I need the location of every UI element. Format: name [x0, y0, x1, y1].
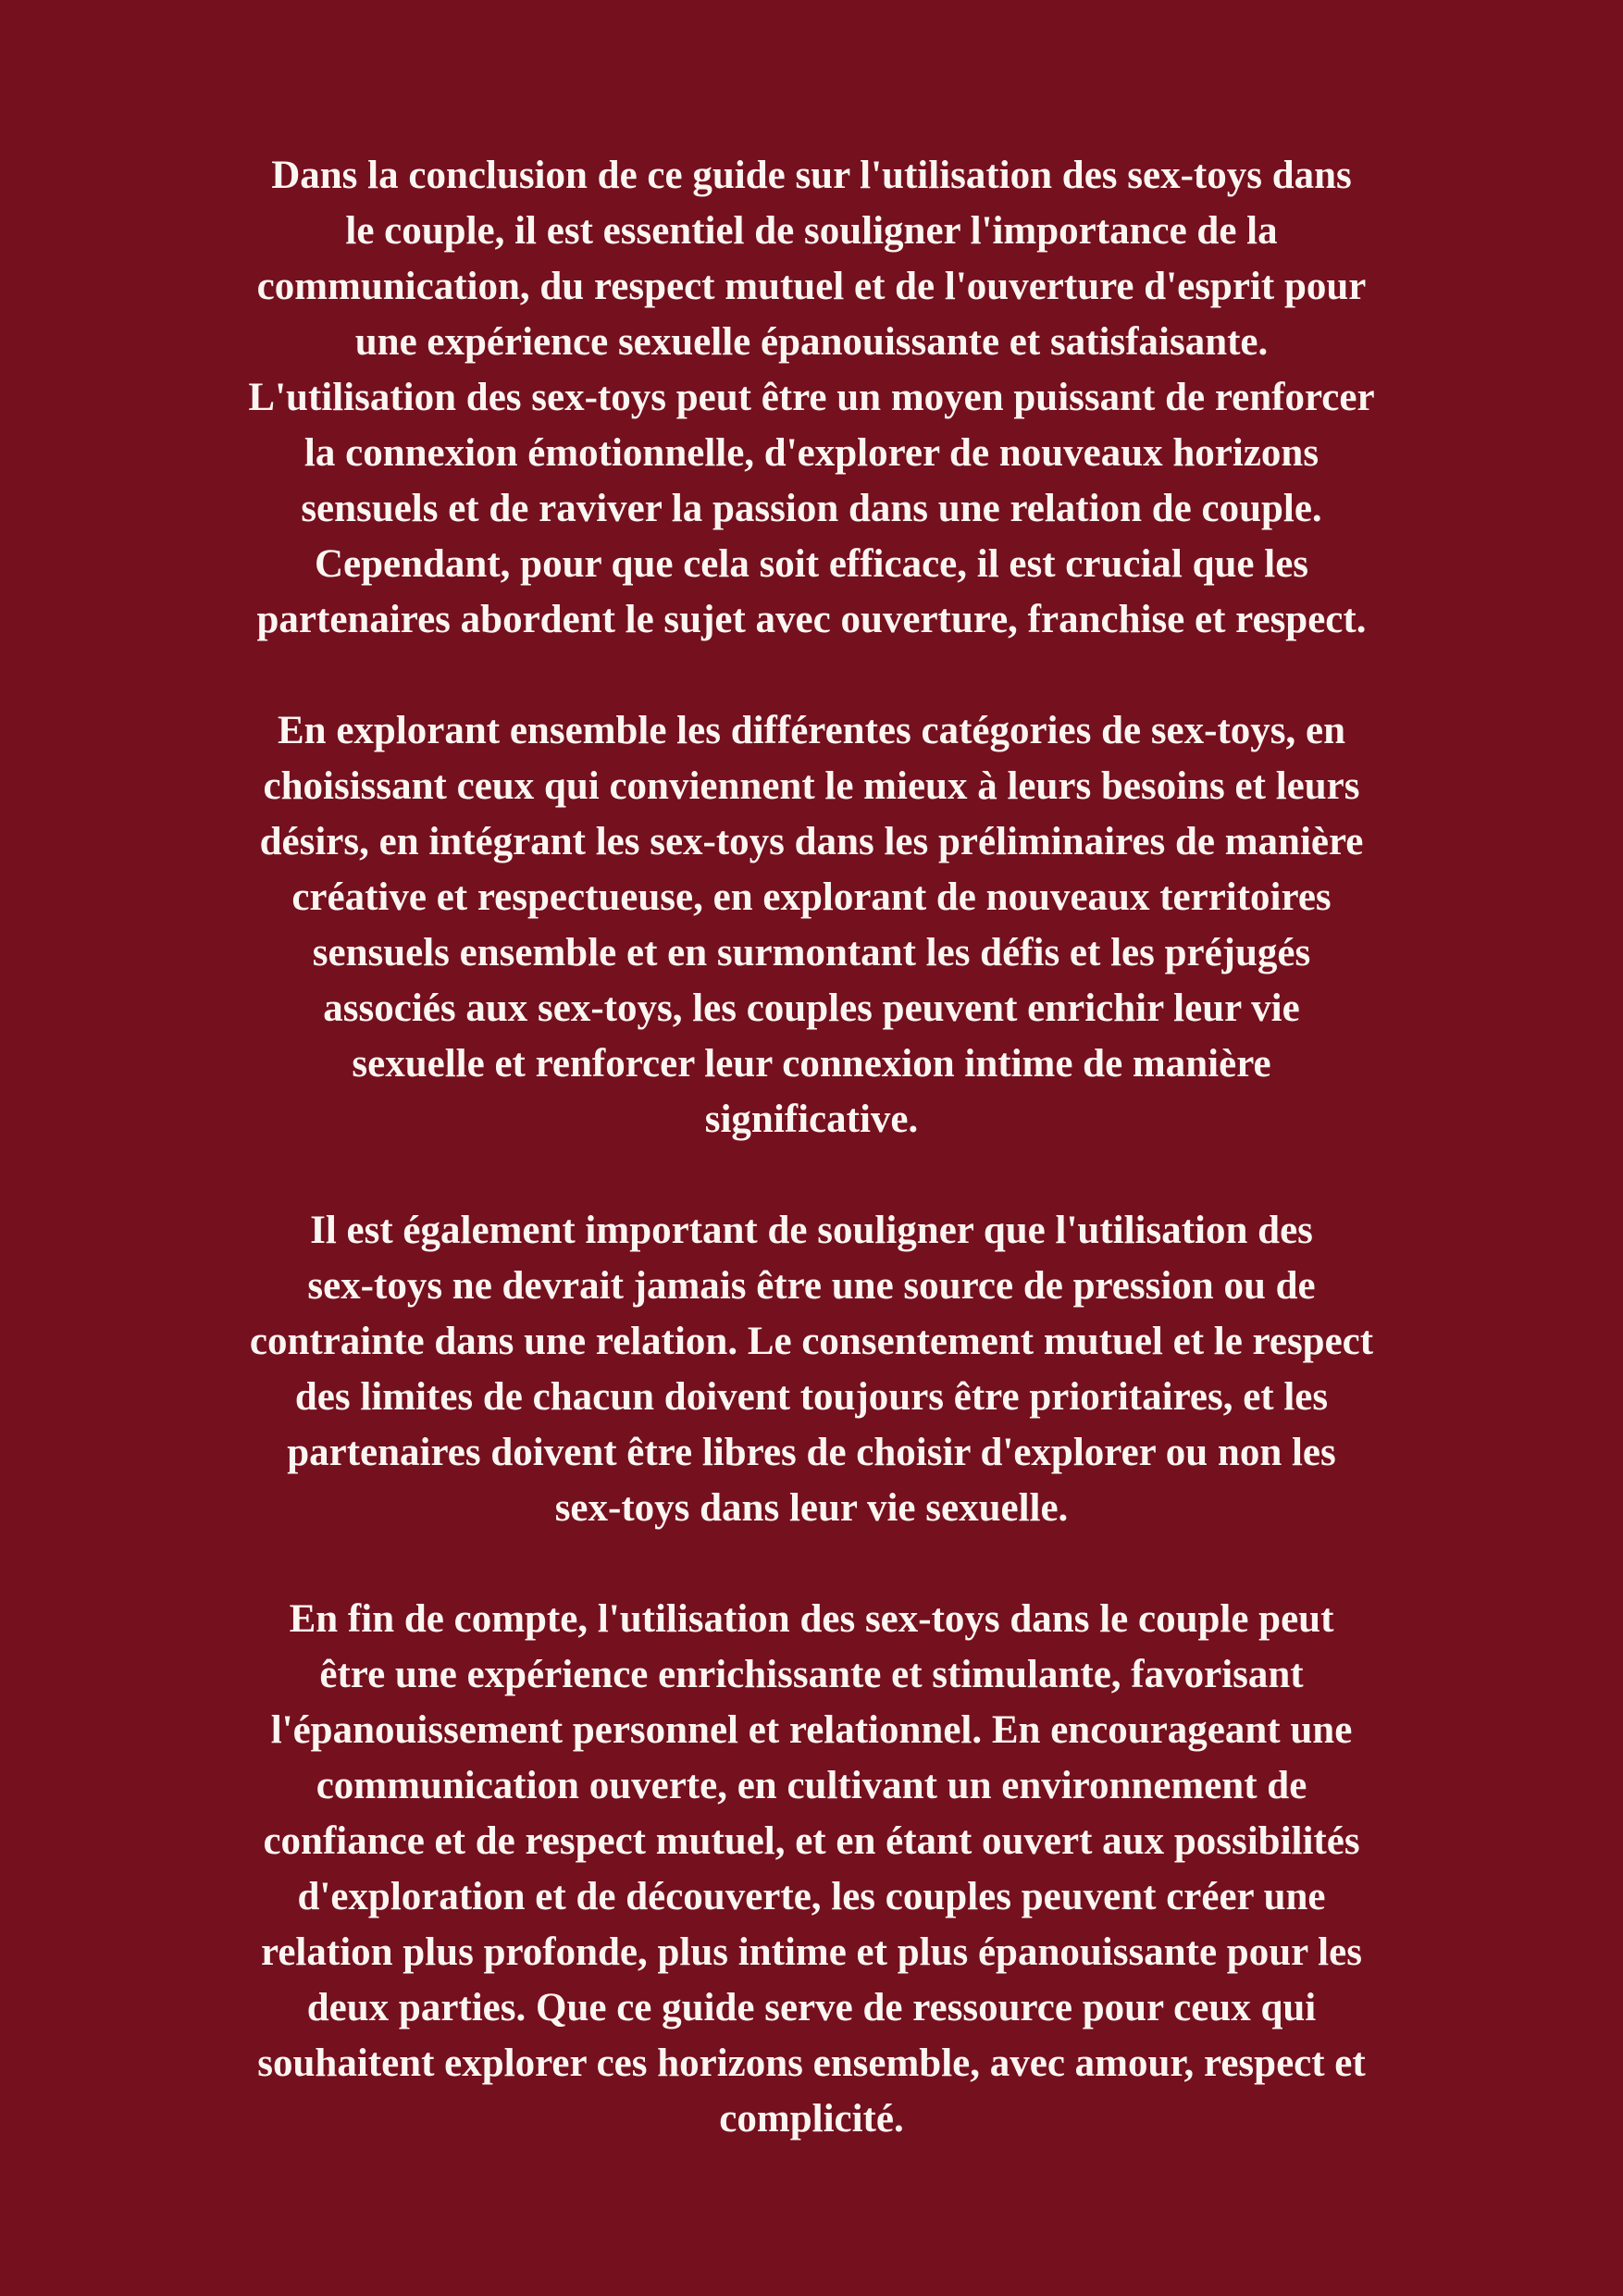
paragraph-line: sex-toys ne devrait jamais être une source de pression ou de [307, 1264, 1316, 1308]
paragraph-line: associés aux sex-toys, les couples peuvent enrichir leur vie [323, 987, 1300, 1030]
paragraph-exploration [130, 703, 1493, 1148]
paragraph-line: complicité. [719, 2097, 904, 2141]
paragraph-line: d'exploration et de découverte, les couples peuvent créer une [297, 1875, 1326, 1918]
paragraph-line: En explorant ensemble les différentes catégories de sex-toys, en [277, 709, 1346, 752]
paragraph-line: choisissant ceux qui conviennent le mieux à leurs besoins et leurs [263, 764, 1360, 808]
paragraph-line: sensuels et de raviver la passion dans une relation de couple. [301, 487, 1322, 530]
paragraph-line: partenaires doivent être libres de choisir d'explorer ou non les [287, 1431, 1336, 1474]
paragraph-line: En fin de compte, l'utilisation des sex-toys dans le couple peut [289, 1597, 1334, 1641]
paragraph-line: communication, du respect mutuel et de l'ouverture d'esprit pour [256, 265, 1367, 308]
paragraph-line: Il est également important de souligner que l'utilisation des [310, 1209, 1313, 1252]
paragraph-line: la connexion émotionnelle, d'explorer de nouveaux horizons [304, 431, 1319, 475]
paragraph-line: souhaitent explorer ces horizons ensemble, avec amour, respect et [257, 2042, 1366, 2085]
paragraph-line: contrainte dans une relation. Le consentement mutuel et le respect [249, 1320, 1374, 1363]
paragraph-line: relation plus profonde, plus intime et plus épanouissante pour les [261, 1930, 1362, 1974]
paragraph-line: l'épanouissement personnel et relationnel. En encourageant une [270, 1708, 1353, 1752]
paragraph-line: sensuels ensemble et en surmontant les défis et les préjugés [312, 931, 1311, 974]
paragraph-line: Dans la conclusion de ce guide sur l'utilisation des sex-toys dans [271, 154, 1352, 197]
paragraph-line: confiance et de respect mutuel, et en étant ouvert aux possibilités [263, 1819, 1360, 1863]
paragraph-line: L'utilisation des sex-toys peut être un moyen puissant de renforcer [248, 376, 1375, 419]
paragraph-consent [130, 1203, 1493, 1536]
paragraph-final-thoughts [130, 1592, 1493, 2147]
paragraph-line: désirs, en intégrant les sex-toys dans les préliminaires de manière [259, 820, 1364, 863]
paragraph-line: Cependant, pour que cela soit efficace, il est crucial que les [314, 542, 1309, 586]
paragraph-line: créative et respectueuse, en explorant de nouveaux territoires [291, 875, 1332, 919]
paragraph-line: le couple, il est essentiel de souligner l'importance de la [345, 209, 1278, 253]
paragraph-line: sexuelle et renforcer leur connexion intime de manière [352, 1042, 1271, 1086]
paragraph-line: des limites de chacun doivent toujours être prioritaires, et les [294, 1375, 1329, 1419]
paragraph-line: partenaires abordent le sujet avec ouverture, franchise et respect. [256, 598, 1367, 641]
paragraph-conclusion-intro [130, 148, 1493, 648]
paragraph-line: être une expérience enrichissante et stimulante, favorisant [319, 1653, 1304, 1696]
paragraph-line: sex-toys dans leur vie sexuelle. [554, 1486, 1069, 1530]
paragraph-line: communication ouverte, en cultivant un environnement de [316, 1764, 1307, 1807]
paragraph-line: une expérience sexuelle épanouissante et satisfaisante. [354, 320, 1269, 364]
paragraph-line: significative. [704, 1098, 919, 1141]
paragraph-line: deux parties. Que ce guide serve de ressource pour ceux qui [306, 1986, 1317, 2029]
